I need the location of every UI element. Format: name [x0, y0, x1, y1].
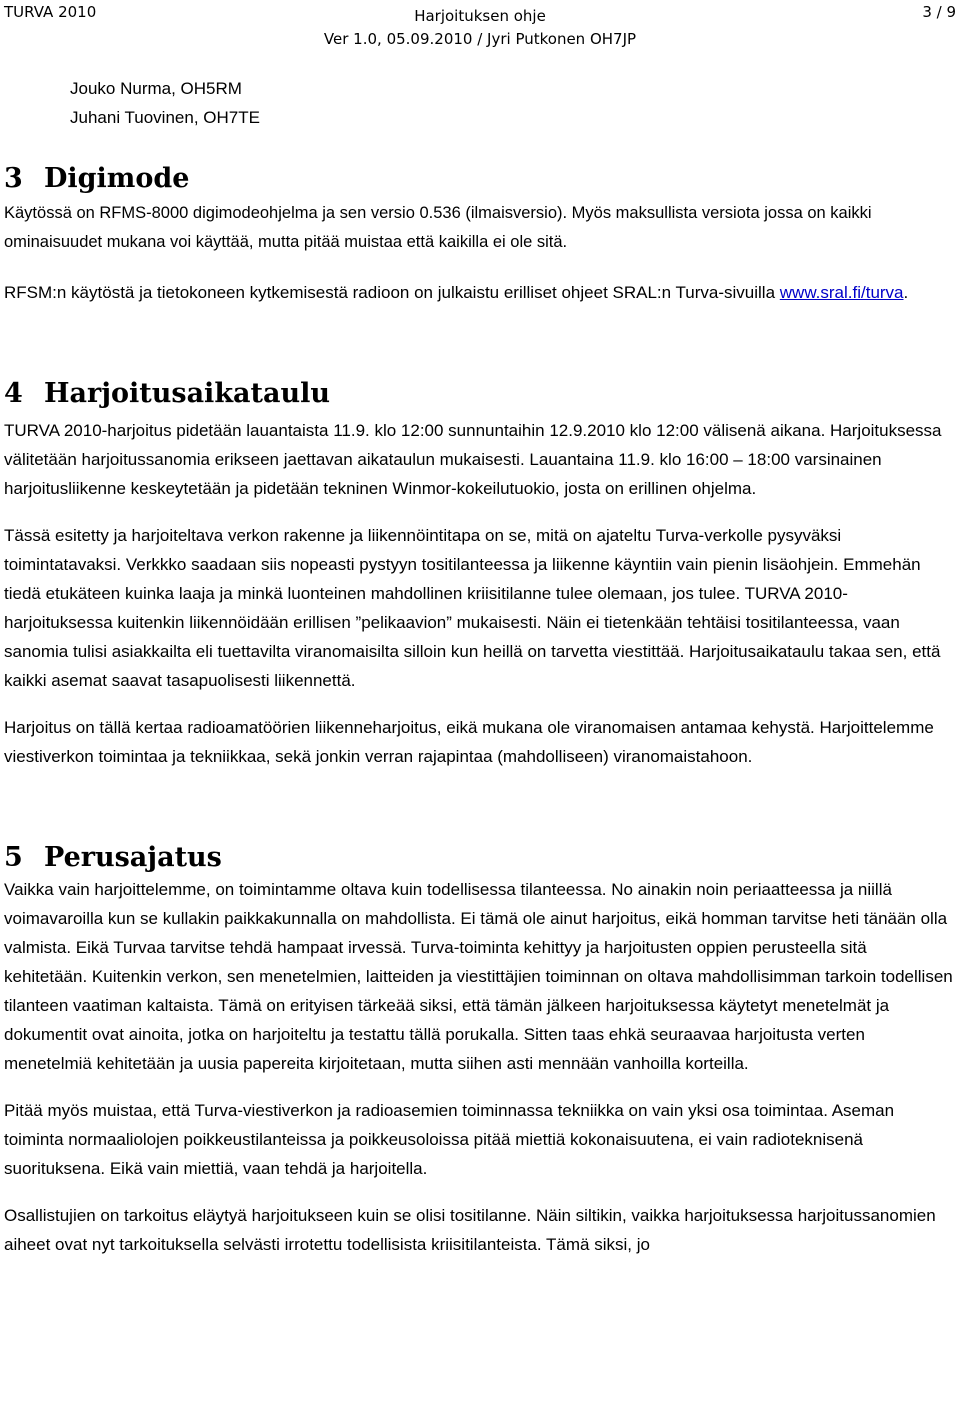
- section-heading: [4, 160, 954, 198]
- section-title: Perusajatus: [44, 842, 222, 873]
- paragraph: Harjoitus on tällä kertaa radioamatöörien liikenneharjoitus, eikä mukana ole viranomaisen antamaa kehystä. Harjoittelemme viestiverkon toimintaa ja tekniikkaa, sekä jonkin verran rajapintaa (mahdolliseen) viranomaistahoon.: [4, 718, 934, 766]
- header-doc-name: TURVA 2010: [4, 3, 97, 21]
- section-4-body: [4, 416, 954, 771]
- paragraph: Vaikka vain harjoittelemme, on toimintamme oltava kuin todellisessa tilanteessa. No ainakin noin periaatteessa ja niillä voimavaroilla kun se kullakin paikkakunnalla on mahdollista. Ei tämä ole ainut harjoitus, eikä homman tarvitse heti tänään olla valmista. Eikä Turvaa tarvitse tehdä hampaat irvessä. Turva-toiminta kehittyy ja harjoitusten oppien perusteella sitä kehitetään. Kuitenkin verkon, sen menetelmien, laitteiden ja viestittäjien toiminnan on oltava mahdollisimman tarkoin todellisen tilanteen vaatiman kaltaista. Tämä on erityisen tärkeää siksi, että tämän jälkeen harjoituksessa käytetyt menetelmät ja dokumentit ovat ainoita, jotka on harjoiteltu ja testattu tällä porukalla. Sitten taas ehkä seuraavaa harjoitusta verten menetelmiä kehitetään ja uusia papereita kirjoitetaan, mutta siihen asti mennään vanhoilla korteilla.: [4, 880, 953, 1073]
- paragraph: TURVA 2010-harjoitus pidetään lauantaista 11.9. klo 12:00 sunnuntaihin 12.9.2010 klo 12:00 välisenä aikana. Harjoituksessa välitetään harjoitussanomia erikseen jaettavan aikataulun mukaisesti. Lauantaina 11.9. klo 16:00 – 18:00 varsinainen harjoitusliikenne keskeytetään ja pidetään tekninen Winmor-kokeilutuokio, josta on erillinen ohjelma.: [4, 421, 942, 498]
- section-number: 3: [4, 163, 23, 194]
- header-page-number: 3 / 9: [922, 3, 956, 21]
- section-3-body: [4, 199, 954, 307]
- paragraph: Tässä esitetty ja harjoiteltava verkon rakenne ja liikennöintitapa on se, mitä on ajateltu Turva-verkolle pysyväksi toimintatavaksi. Verkkko saadaan siis nopeasti pystyyn tositilanteessa ja liikenne käyntiin vain pienin lisäohjein. Emmehän tiedä etukäteen kuinka laaja ja minkä luonteinen mahdollinen kriisitilanne tulee olemaan, jos tulee. TURVA 2010-harjoituksessa kuitenkin liikennöidään erillisen ”pelikaavion” mukaisesti. Näin ei tietenkään tehtäisi tositilanteessa, vaan sanomia tulisi asiakkailta eli tuettavilta viranomaisilta silloin kun heillä on tarvetta viestittää. Harjoitusaikataulu takaa sen, että kaikki asemat saavat tasapuolisesti liikennettä.: [4, 526, 941, 690]
- section-5-body: [4, 875, 954, 1259]
- section-number: 4: [4, 378, 23, 409]
- header-version: Ver 1.0, 05.09.2010 / Jyri Putkonen OH7JP: [323, 30, 637, 48]
- header-center: [0, 3, 960, 49]
- page-content: [4, 74, 954, 1259]
- paragraph: Pitää myös muistaa, että Turva-viestiverkon ja radioasemien toiminnassa tekniikka on vain yksi osa toimintaa. Aseman toiminta normaaliolojen poikkeustilanteissa ja poikkeusoloissa pitää miettiä kokonaisuutena, ei vain radioteknisenä suorituksena. Eikä vain miettiä, vaan tehdä ja harjoitella.: [4, 1101, 895, 1178]
- section-heading: [4, 839, 954, 877]
- author-list: [70, 74, 954, 132]
- sral-turva-link[interactable]: www.sral.fi/turva: [779, 283, 904, 302]
- section-number: 5: [4, 842, 23, 873]
- paragraph-text: RFSM:n käytöstä ja tietokoneen kytkemisestä radioon on julkaistu erilliset ohjeet SRAL:n Turva-sivuilla: [4, 283, 776, 302]
- author-item: Juhani Tuovinen, OH7TE: [70, 108, 260, 127]
- paragraph: Käytössä on RFMS-8000 digimodeohjelma ja sen versio 0.536 (ilmaisversio). Myös maksullista versiota jossa on kaikki ominaisuudet mukana voi käyttää, mutta pitää muistaa että kaikilla ei ole sitä.: [4, 204, 872, 251]
- section-title: Harjoitusaikataulu: [44, 378, 331, 409]
- section-heading: [4, 375, 954, 413]
- paragraph-end: .: [903, 283, 909, 302]
- paragraph: [4, 278, 954, 307]
- author-item: Jouko Nurma, OH5RM: [70, 79, 242, 98]
- header-title: Harjoituksen ohje: [414, 7, 546, 25]
- page-header: [0, 0, 960, 52]
- section-title: Digimode: [44, 163, 190, 194]
- paragraph: Osallistujien on tarkoitus eläytyä harjoitukseen kuin se olisi tositilanne. Näin siltikin, vaikka harjoituksessa harjoitussanomien aiheet ovat nyt tarkoituksella selvästi irrotettu todellisista kriisitilanteista. Tämä siksi, jo: [4, 1206, 936, 1254]
